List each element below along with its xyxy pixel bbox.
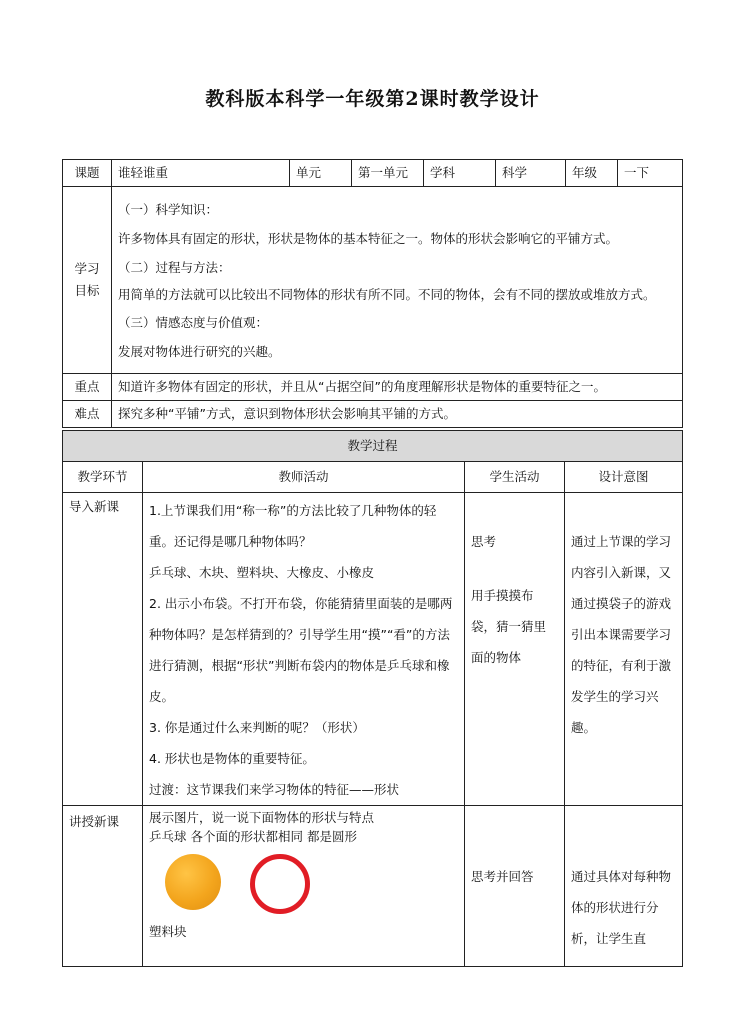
- design-intent: [565, 806, 683, 967]
- teacher-line: 过渡：这节课我们来学习物体的特征——形状: [149, 782, 400, 797]
- teaching-process-table: [62, 430, 683, 967]
- goal-line: （三）情感态度与价值观：: [118, 314, 269, 330]
- page-title: 教科版本科学一年级第2课时教学设计: [205, 88, 540, 110]
- goals-label: [63, 187, 112, 374]
- teacher-activity: [143, 493, 465, 806]
- goal-line: 许多物体具有固定的形状，形状是物体的基本特征之一。物体的形状会影响它的平铺方式。: [118, 230, 619, 246]
- teacher-line: 乒乓球、木块、塑料块、大橡皮、小橡皮: [149, 565, 375, 580]
- goal-line: 发展对物体进行研究的兴趣。: [118, 343, 281, 359]
- grade-value: 一下: [618, 160, 683, 187]
- student-line: 思考: [471, 534, 497, 549]
- design-intent: [565, 493, 683, 806]
- goals-row: [63, 187, 683, 374]
- student-line: 思考并回答: [471, 869, 534, 884]
- teacher-line: 2. 出示小布袋。不打开布袋，你能猜猜里面装的是哪两种物体吗？是怎样猜到的？引导学生用“摸”“看”的方法进行猜测，根据“形状”判断布袋内的物体是乒乓球和橡皮。: [149, 596, 453, 704]
- shape-images: [149, 854, 458, 922]
- student-activity: [465, 493, 565, 806]
- lesson-info-table: [62, 159, 683, 428]
- goals-label-line: 学习: [74, 260, 100, 276]
- key-point-text: 知道许多物体有固定的形状，并且从“占据空间”的角度理解形状是物体的重要特征之一。: [112, 374, 683, 401]
- goal-line: 用简单的方法就可以比较出不同物体的形状有所不同。不同的物体，会有不同的摆放或堆放方式。: [118, 286, 656, 302]
- ping-pong-ball-image: [165, 854, 221, 910]
- stage-name: 导入新课: [63, 493, 143, 806]
- difficulty-label: 难点: [63, 401, 112, 428]
- process-band: 教学过程: [63, 431, 683, 462]
- goals-content: [112, 187, 683, 374]
- unit-label: 单元: [290, 160, 352, 187]
- header-student: 学生活动: [465, 462, 565, 493]
- lesson-label: 课题: [63, 160, 112, 187]
- teacher-activity: [143, 806, 465, 967]
- subject-label: 学科: [424, 160, 496, 187]
- grade-label: 年级: [566, 160, 618, 187]
- difficulty-text: 探究多种“平铺”方式，意识到物体形状会影响其平铺的方式。: [112, 401, 683, 428]
- header-intent: 设计意图: [565, 462, 683, 493]
- stage-row: [63, 493, 683, 806]
- stage-name: 讲授新课: [63, 806, 143, 967]
- process-header-row: [63, 462, 683, 493]
- teacher-line: 塑料块: [149, 924, 187, 939]
- lesson-info-row: [63, 160, 683, 187]
- key-point-row: [63, 374, 683, 401]
- circle-outline-image: [250, 854, 310, 914]
- goals-label-line: 目标: [74, 283, 100, 298]
- stage-row: [63, 806, 683, 967]
- teacher-line: 乒乓球 各个面的形状都相同 都是圆形: [149, 829, 357, 844]
- header-teacher: 教师活动: [143, 462, 465, 493]
- student-activity: [465, 806, 565, 967]
- unit-value: 第一单元: [352, 160, 424, 187]
- teacher-line: 4. 形状也是物体的重要特征。: [149, 751, 315, 766]
- teacher-line: 1.上节课我们用“称一称”的方法比较了几种物体的轻重。还记得是哪几种物体吗？: [149, 503, 437, 549]
- difficulty-row: [63, 401, 683, 428]
- intent-text: 通过上节课的学习内容引入新课，又通过摸袋子的游戏引出本课需要学习的特征，有利于激发学生的学习兴趣。: [571, 534, 672, 735]
- teacher-line: 展示图片，说一说下面物体的形状与特点: [149, 810, 375, 825]
- goal-line: （二）过程与方法：: [118, 259, 231, 275]
- teacher-line: 3. 你是通过什么来判断的呢？（形状）: [149, 720, 365, 735]
- goal-line: （一）科学知识：: [118, 201, 219, 217]
- key-point-label: 重点: [63, 374, 112, 401]
- intent-text: 通过具体对每种物体的形状进行分析，让学生直: [571, 869, 672, 946]
- lesson-value: 谁轻谁重: [112, 160, 290, 187]
- subject-value: 科学: [496, 160, 566, 187]
- student-line: 用手摸摸布袋，猜一猜里面的物体: [471, 588, 547, 665]
- header-stage: 教学环节: [63, 462, 143, 493]
